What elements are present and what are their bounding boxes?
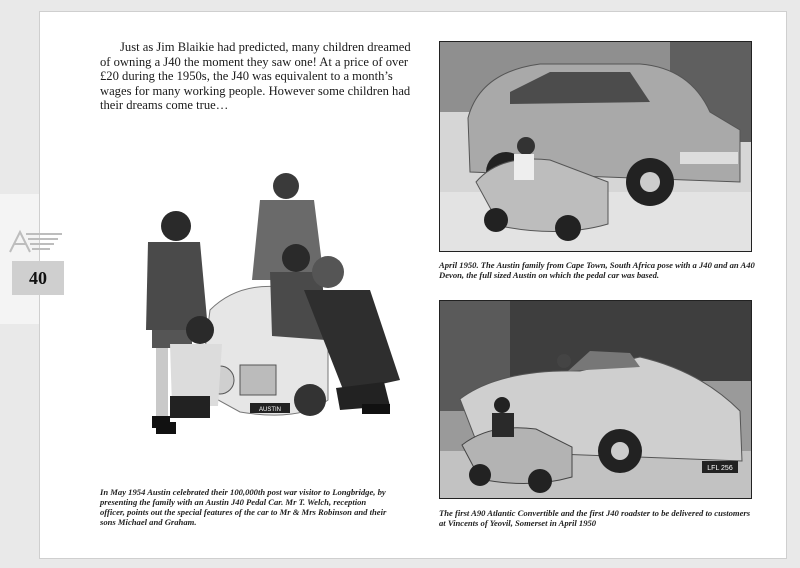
convertible-caption: The first A90 Atlantic Convertible and the first J40 roadster to be delivered to customers at Vincents of Yeovil, Somerset in April 1950 [439, 508, 751, 528]
page-number: 40 [12, 261, 64, 295]
convertible-photo [439, 300, 752, 499]
car-badge: AUSTIN [258, 407, 282, 413]
family-caption: In May 1954 Austin celebrated their 100,000th post war visitor to Longbridge, by presenting the family with an Austin J40 Pedal Car. Mr T. Welch, reception officer, points out the special features of the car to Mr & Mrs Robinson and their sons Michael and Graham. [100, 487, 387, 527]
family-photo [100, 160, 420, 460]
page-edge-tab [0, 194, 40, 324]
devon-photo [439, 41, 752, 252]
austin-wings-logo-icon [6, 226, 64, 256]
license-plate: LFL 256 [707, 465, 733, 472]
devon-caption: April 1950. The Austin family from Cape Town, South Africa pose with a J40 and an A40 Devon, the full sized Austin on which the pedal car was based. [439, 260, 755, 280]
intro-paragraph: Just as Jim Blaikie had predicted, many children dreamed of owning a J40 the moment they saw one! At a price of over £20 during the 1950s, the J40 was equivalent to a month’s wages for many working people. However some children had their dreams come true… [100, 40, 411, 113]
man-background [557, 354, 571, 368]
